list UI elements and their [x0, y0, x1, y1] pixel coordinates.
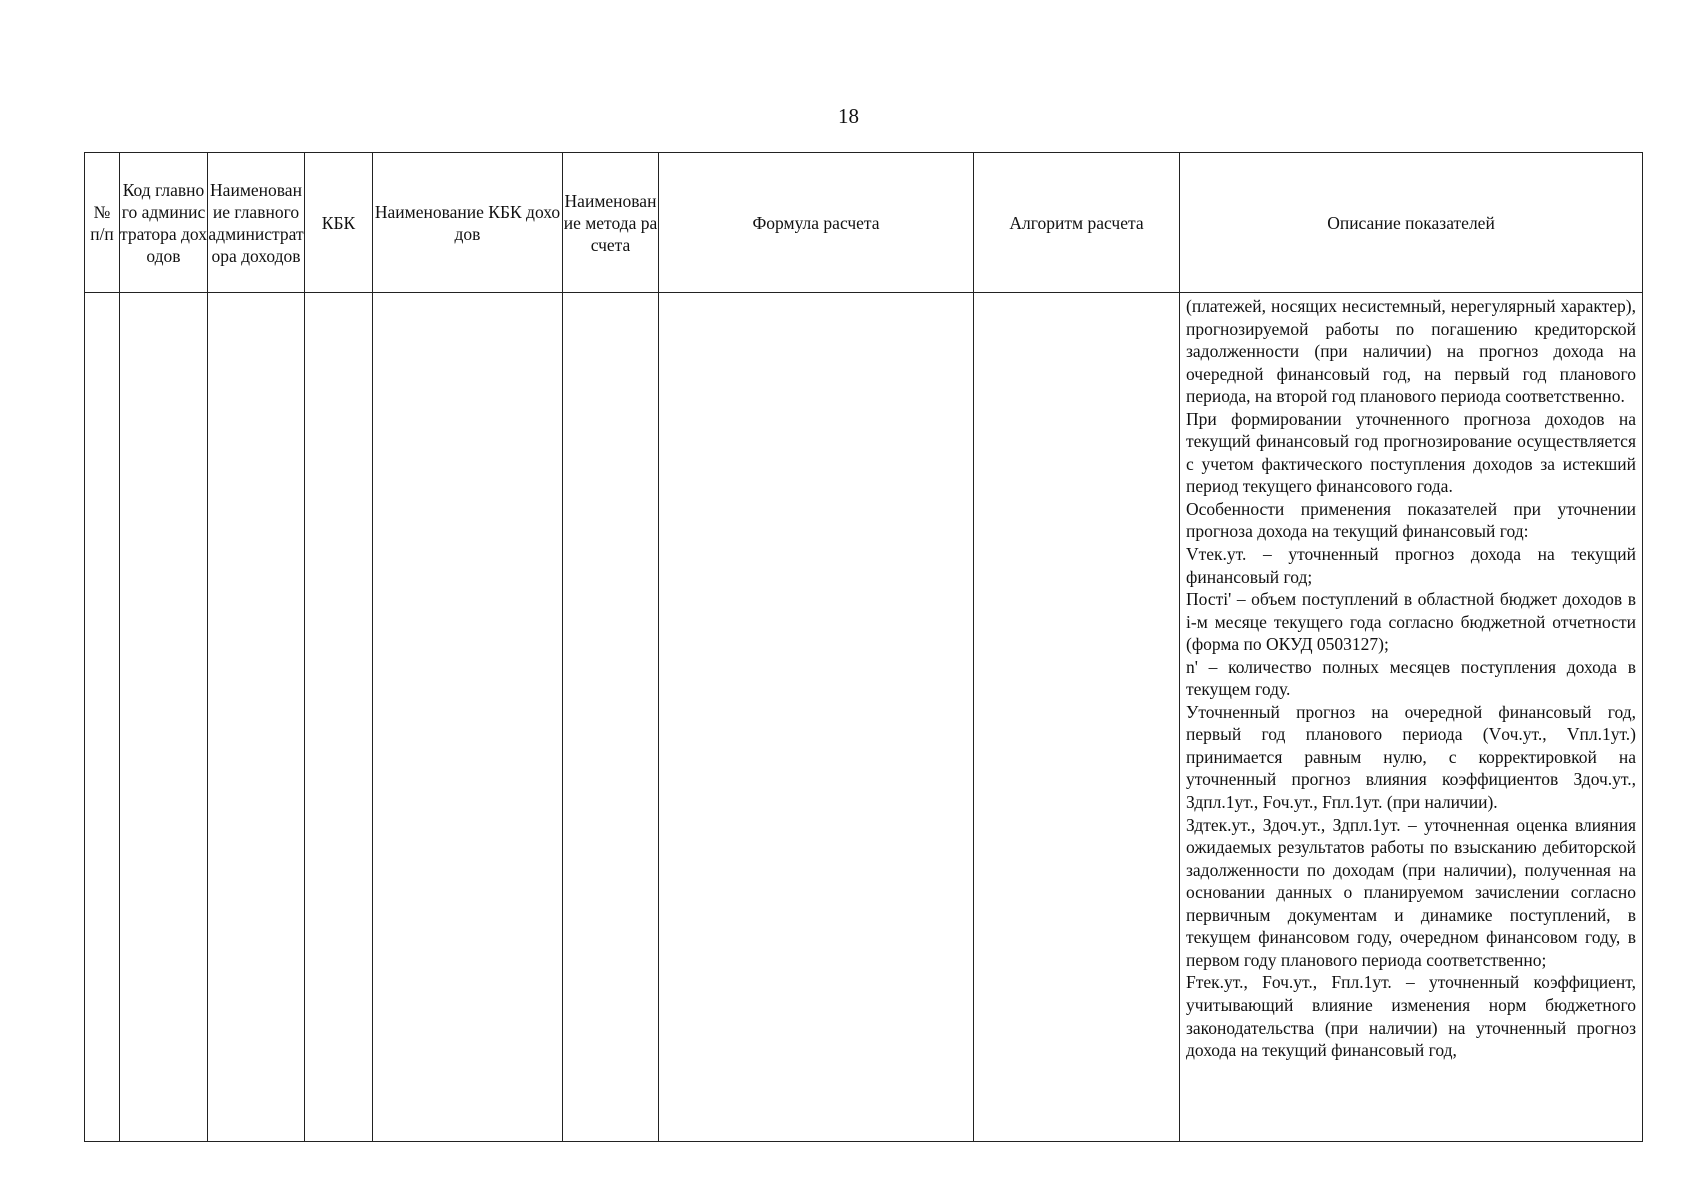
indicators-table — [84, 152, 1643, 1142]
cell-algorithm — [974, 293, 1180, 1142]
description-paragraph: (платежей, носящих несистемный, нерегулярный характер), прогнозируемой работы по погашению кредиторской задолженности (при наличии) на прогноз дохода на очередной финансовый год, на первый год планового периода, на второй год планового периода соответственно. — [1186, 296, 1636, 407]
cell-admin-code — [120, 293, 208, 1142]
description-paragraph: При формировании уточненного прогноза доходов на текущий финансовый год прогнозирование осуществляется с учетом фактического поступления доходов за истекший период текущего финансового года. — [1186, 408, 1636, 497]
cell-description — [1180, 293, 1643, 1142]
table-row — [85, 293, 1643, 1142]
header-cell-description: Описание показателей — [1180, 153, 1643, 293]
description-text — [1180, 293, 1642, 1135]
cell-kbk-name — [373, 293, 563, 1142]
page-number: 18 — [838, 104, 859, 128]
cell-admin-name — [208, 293, 305, 1142]
description-paragraph: Vтек.ут. – уточненный прогноз дохода на текущий финансовый год; — [1186, 544, 1636, 587]
description-paragraph: Особенности применения показателей при уточнении прогноза дохода на текущий финансовый год: — [1186, 498, 1636, 542]
cell-kbk — [305, 293, 373, 1142]
description-paragraph: n' – количество полных месяцев поступления дохода в текущем году. — [1186, 656, 1636, 700]
cell-formula — [659, 293, 974, 1142]
header-cell-number: № п/п — [85, 153, 120, 293]
header-cell-formula: Формула расчета — [659, 153, 974, 293]
header-cell-admin-code: Код главного администратора доходов — [120, 153, 208, 293]
header-cell-admin-name: Наименование главного администратора доходов — [208, 153, 305, 293]
description-paragraph: Здтек.ут., Здоч.ут., Здпл.1ут. – уточненная оценка влияния ожидаемых результатов работы по взысканию дебиторской задолженности по доходам (при наличии), полученная на основании данных о планируемом зачислении согласно первичным документам и динамике поступлений, в текущем финансовом году, очередном финансовом году, в первом году планового периода соответственно; — [1186, 814, 1636, 970]
cell-number — [85, 293, 120, 1142]
header-cell-kbk: КБК — [305, 153, 373, 293]
header-cell-method-name: Наименование метода расчета — [563, 153, 659, 293]
header-cell-algorithm: Алгоритм расчета — [974, 153, 1180, 293]
header-row — [85, 153, 1643, 293]
description-paragraph: Уточненный прогноз на очередной финансовый год, первый год планового периода (Vоч.ут., Vпл.1ут.) принимается равным нулю, с корректировкой на уточненный прогноз влияния коэффициентов Здоч.ут., Здпл.1ут., Fоч.ут., Fпл.1ут. (при наличии). — [1186, 701, 1636, 813]
description-paragraph: Fтек.ут., Fоч.ут., Fпл.1ут. – уточненный коэффициент, учитывающий влияние изменения норм бюджетного законодательства (при наличии) на уточненный прогноз дохода на текущий финансовый год, — [1186, 972, 1636, 1061]
cell-method-name — [563, 293, 659, 1142]
header-cell-kbk-name: Наименование КБК доходов — [373, 153, 563, 293]
description-paragraph: Постi' – объем поступлений в областной бюджет доходов в i-м месяце текущего года согласно бюджетной отчетности (форма по ОКУД 0503127); — [1186, 589, 1636, 655]
